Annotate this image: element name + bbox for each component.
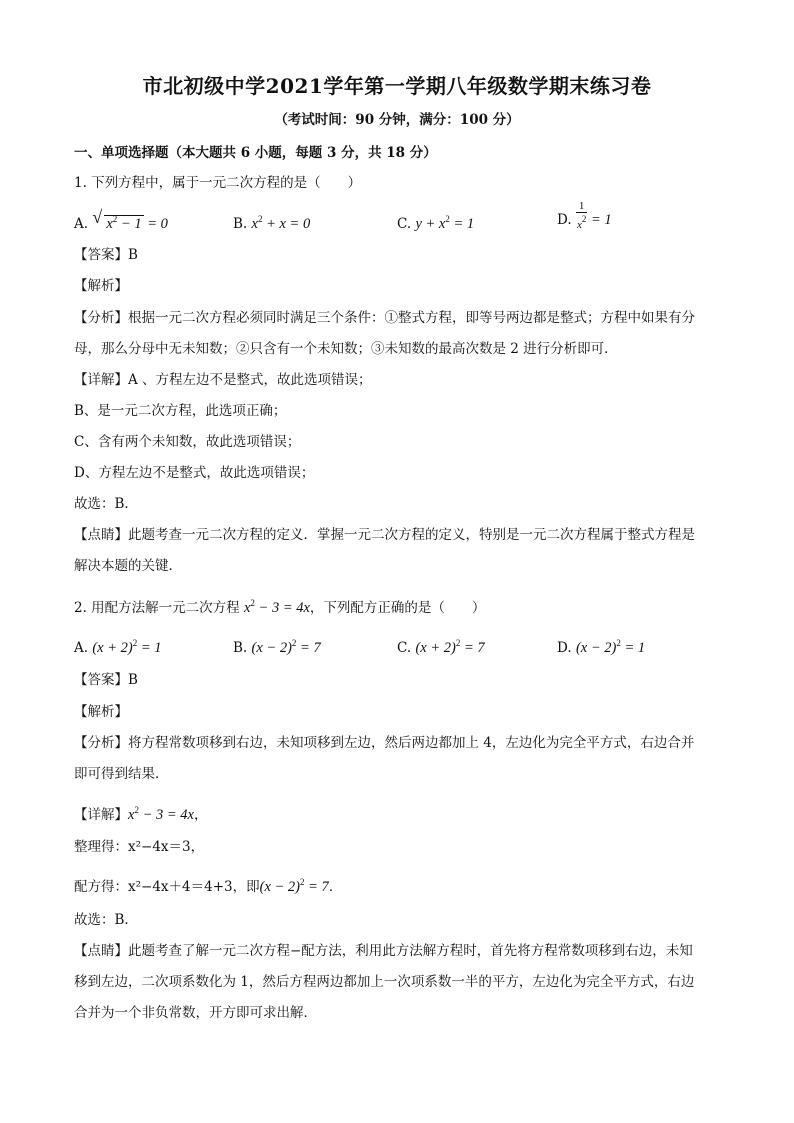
q1-detail-line-3: C、含有两个未知数，故此选项错误；	[74, 434, 301, 450]
q1-detail-line-2: B、是一元二次方程，此选项正确；	[74, 403, 287, 419]
q1-analysis-line-2: 母，那么分母中无未知数；②只含有一个未知数；③未知数的最高次数是 2 进行分析即可．	[74, 341, 618, 357]
q2-option-b: B. $(x - 2)^2 = 7$	[233, 638, 321, 656]
q2-comment-line-2: 移到左边，二次项系数化为 1，然后方程两边都加上一次项系数一半的平方，左边化为完全平方式，右边	[74, 974, 695, 990]
q1-analysis-line-1: 【分析】根据一元二次方程必须同时满足三个条件：①整式方程，即等号两边都是整式；方程中如果有分	[74, 310, 695, 326]
q2-arrange-line: 整理得：x²−4x＝3，	[74, 839, 205, 855]
q1-answer: 【答案】B	[74, 247, 138, 263]
page-title: 市北初级中学2021学年第一学期八年级数学期末练习卷	[142, 74, 652, 98]
q2-detail-line: 【详解】$x^2 - 3 = 4x$，	[74, 805, 208, 823]
q1-detail-line-4: D、方程左边不是整式，故此选项错误；	[74, 465, 315, 481]
q1-option-b: B. $x^2 + x = 0$	[233, 214, 311, 232]
q1-option-d: D. $\frac{1}{x^2}$ = 1	[557, 200, 612, 231]
q2-option-d: D. $(x - 2)^2 = 1$	[557, 638, 646, 656]
q1-option-c: C. $y + x^2 = 1$	[397, 214, 475, 232]
radical-sign-icon: √	[92, 207, 103, 227]
q2-analysis-line-1: 【分析】将方程常数项移到右边，未知项移到左边，然后两边都加上 4，左边化为完全平方式，右边合并	[74, 735, 695, 751]
q2-analysis-line-2: 即可得到结果．	[74, 766, 169, 782]
q2-answer: 【答案】B	[74, 672, 138, 688]
question-1-stem: 1. 下列方程中，属于一元二次方程的是（ ）	[74, 175, 362, 191]
question-2-stem: 2. 用配方法解一元二次方程 $x^2 - 3 = 4x$，下列配方正确的是（ ）	[74, 598, 486, 616]
section-header: 一、单项选择题（本大题共 6 小题，每题 3 分，共 18 分）	[74, 145, 437, 161]
q2-analysis-tag: 【解析】	[74, 704, 128, 720]
q2-option-a: A. $(x + 2)^2 = 1$	[74, 638, 162, 656]
q2-comment-line-1: 【点睛】此题考查了解一元二次方程−配方法，利用此方法解方程时，首先将方程常数项移到右边，未知	[74, 943, 693, 959]
q2-comment-line-3: 合并为一个非负常数，开方即可求出解．	[74, 1005, 317, 1021]
q2-choice: 故选：B．	[74, 912, 138, 928]
sqrt-expression: √ $x^2 - 1$	[92, 207, 142, 232]
exam-info: （考试时间：90 分钟，满分：100 分）	[274, 112, 520, 128]
q1-choice: 故选：B．	[74, 496, 138, 512]
q1-detail-line-1: 【详解】A 、方程左边不是整式，故此选项错误；	[74, 372, 372, 388]
q1-comment-line-2: 解决本题的关键．	[74, 558, 182, 574]
q1-option-a: A. √ $x^2 - 1 = 0$	[74, 207, 168, 232]
q2-option-c: C. $(x + 2)^2 = 7$	[397, 638, 485, 656]
q1-comment-line-1: 【点睛】此题考查一元二次方程的定义．掌握一元二次方程的定义，特别是一元二次方程属于整式方程是	[74, 527, 695, 543]
q2-complete-square-line: 配方得：x²−4x＋4＝4+3，即$(x - 2)^2 = 7$．	[74, 877, 343, 895]
fraction: $\frac{1}{x^2}$	[576, 200, 587, 231]
q1-analysis-tag: 【解析】	[74, 278, 128, 294]
